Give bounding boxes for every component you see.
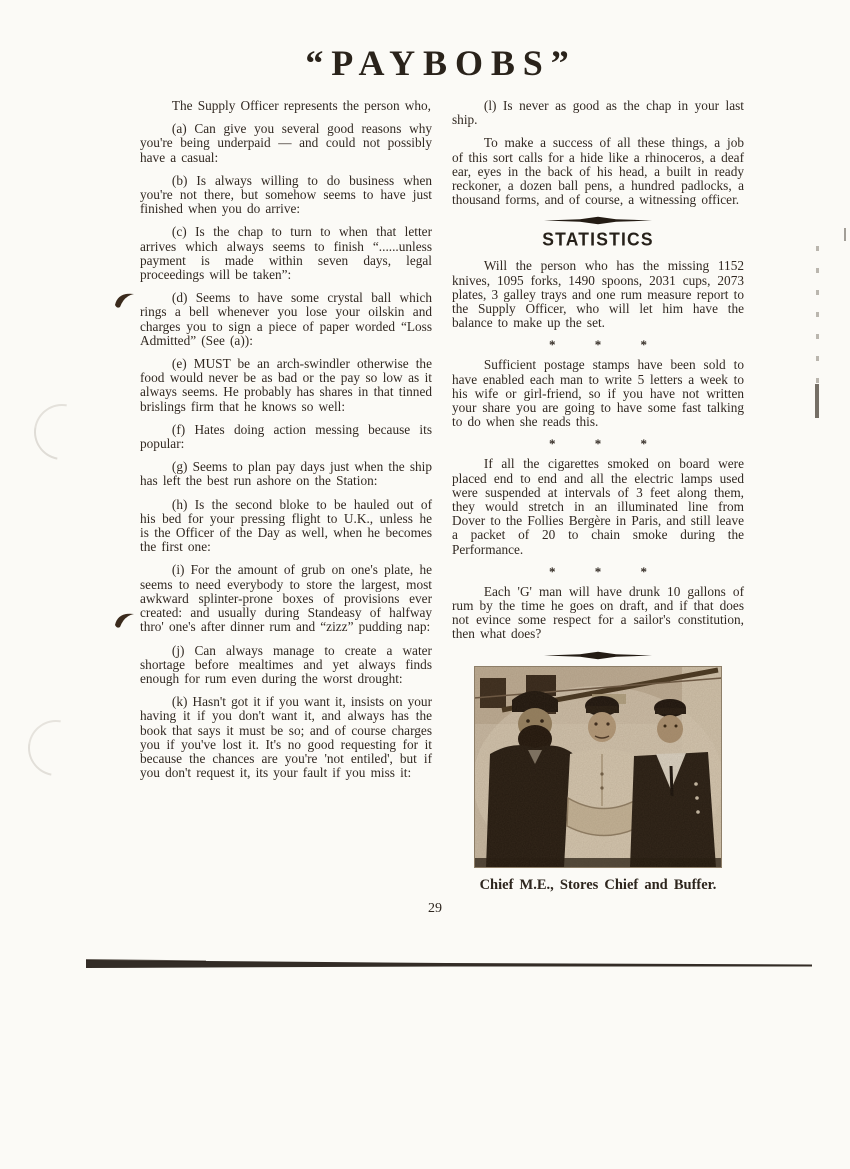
photo-three-sailors (474, 666, 722, 868)
tapered-rule-icon (544, 216, 652, 225)
two-column-layout (140, 99, 744, 894)
statistics-paragraph-cigarettes: If all the cigarettes smoked on board were placed end to end and all the electric lamps used were suspended at intervals of 3 feet along them, they would stretch in an illuminated line from Dover to the Follies Bergère in Paris, and still leave a packet of 20 to chain smoke during the Performance. (452, 456, 744, 557)
page-number: 29 (428, 901, 442, 916)
paragraph-success: To make a success of all these things, a job of this sort calls for a hide like a rhinoceros, a deaf ear, eyes in the back of his head, a built in ready reckoner, a dozen ball pens, a hundred padlocks, a thousand forms, and of course, a witnessing officer. (452, 135, 744, 208)
list-item-c: (c) Is the chap to turn to when that letter arrives which always seems to finish “......unless payment is made within seven days, legal proceedings will be taken”: (140, 224, 432, 283)
asterisk-separator: * * * (549, 563, 647, 579)
photo-caption: Chief M.E., Stores Chief and Buffer. (479, 876, 717, 893)
intro-paragraph: The Supply Officer represents the person who, (171, 98, 431, 113)
list-item-f: (f) Hates doing action messing because its popular: (140, 421, 432, 452)
scan-edge-dashes (816, 246, 819, 391)
list-item-j: (j) Can always manage to create a water shortage before mealtimes and yet always finds enough for rum even during the worst drought: (140, 642, 432, 686)
list-item-a: (a) Can give you several good reasons why you're being underpaid — and could not possibly have a casual: (140, 121, 432, 165)
list-item-i: (i) For the amount of grub on one's plate, he seems to need everybody to store the largest, most awkward splinter-prone boxes of provisions ever created: and usually during Standeasy of halfway thro' one's after dinner rum and “zizz” pudding nap: (140, 562, 432, 635)
binder-shadow-arc (17, 709, 95, 787)
list-item-k: (k) Hasn't got it if you want it, insists on your having it if you don't want it, and always has the book that says it must be so; and of course charges you if you've lost it. It's no good requesting for it because the chances are you're 'not entiled', but if you don't request it, its your fault if you miss it: (140, 694, 433, 781)
asterisk-separator: * * * (549, 436, 647, 452)
list-item-b: (b) Is always willing to do business when you're not there, but somehow seems to have just finished when you do arrive: (140, 172, 432, 217)
list-item-h: (h) Is the second bloke to be hauled out of his bed for your pressing flight to U.K., unless he is the Officer of the Day as well, when he becomes the first one: (140, 496, 432, 555)
asterisk-separator: * * * (549, 337, 647, 353)
scan-edge-tick (844, 228, 846, 241)
bottom-scan-bar (86, 957, 812, 973)
list-item-e: (e) MUST be an arch-swindler otherwise the food would never be as bad or the pay so low as it always seems. He probably has shares in that tinned brislings firm that he knows so well: (140, 356, 432, 414)
page-title: “PAYBOBS” (305, 43, 577, 83)
list-item-d: (d) Seems to have some crystal ball which rings a bell whenever you lose your oilskin and charges you to sign a piece of paper worded “Loss Admitted” (See (a)): (140, 290, 432, 348)
scan-edge-mark (815, 384, 819, 418)
left-column (140, 99, 432, 894)
statistics-heading: STATISTICS (542, 228, 654, 250)
list-item-g: (g) Seems to plan pay days just when the ship has left the best run ashore on the Station: (140, 459, 432, 489)
right-column (452, 99, 744, 894)
statistics-paragraph-missing-items: Will the person who has the missing 1152 knives, 1095 forks, 1490 spoons, 2031 cups, 2073 plates, 3 galley trays and one rum measure report to the Supply Officer, who will let him have the balance to make up the set. (452, 258, 744, 331)
list-item-l: (l) Is never as good as the chap in your last ship. (452, 98, 744, 128)
binder-shadow-arc (23, 393, 101, 471)
statistics-paragraph-rum: Each 'G' man will have drunk 10 gallons of rum by the time he goes on draft, and if that does not evince some respect for a sailor's constitution, then what does? (452, 583, 744, 642)
tapered-rule-icon (544, 651, 652, 660)
ink-mark (112, 608, 138, 632)
statistics-paragraph-stamps: Sufficient postage stamps have been sold to have enabled each man to write 5 letters a week to his wife or girl-friend, so if you have not written your share you are going to have some fast talking to do when she reads this. (452, 357, 744, 430)
ink-mark (112, 288, 138, 312)
